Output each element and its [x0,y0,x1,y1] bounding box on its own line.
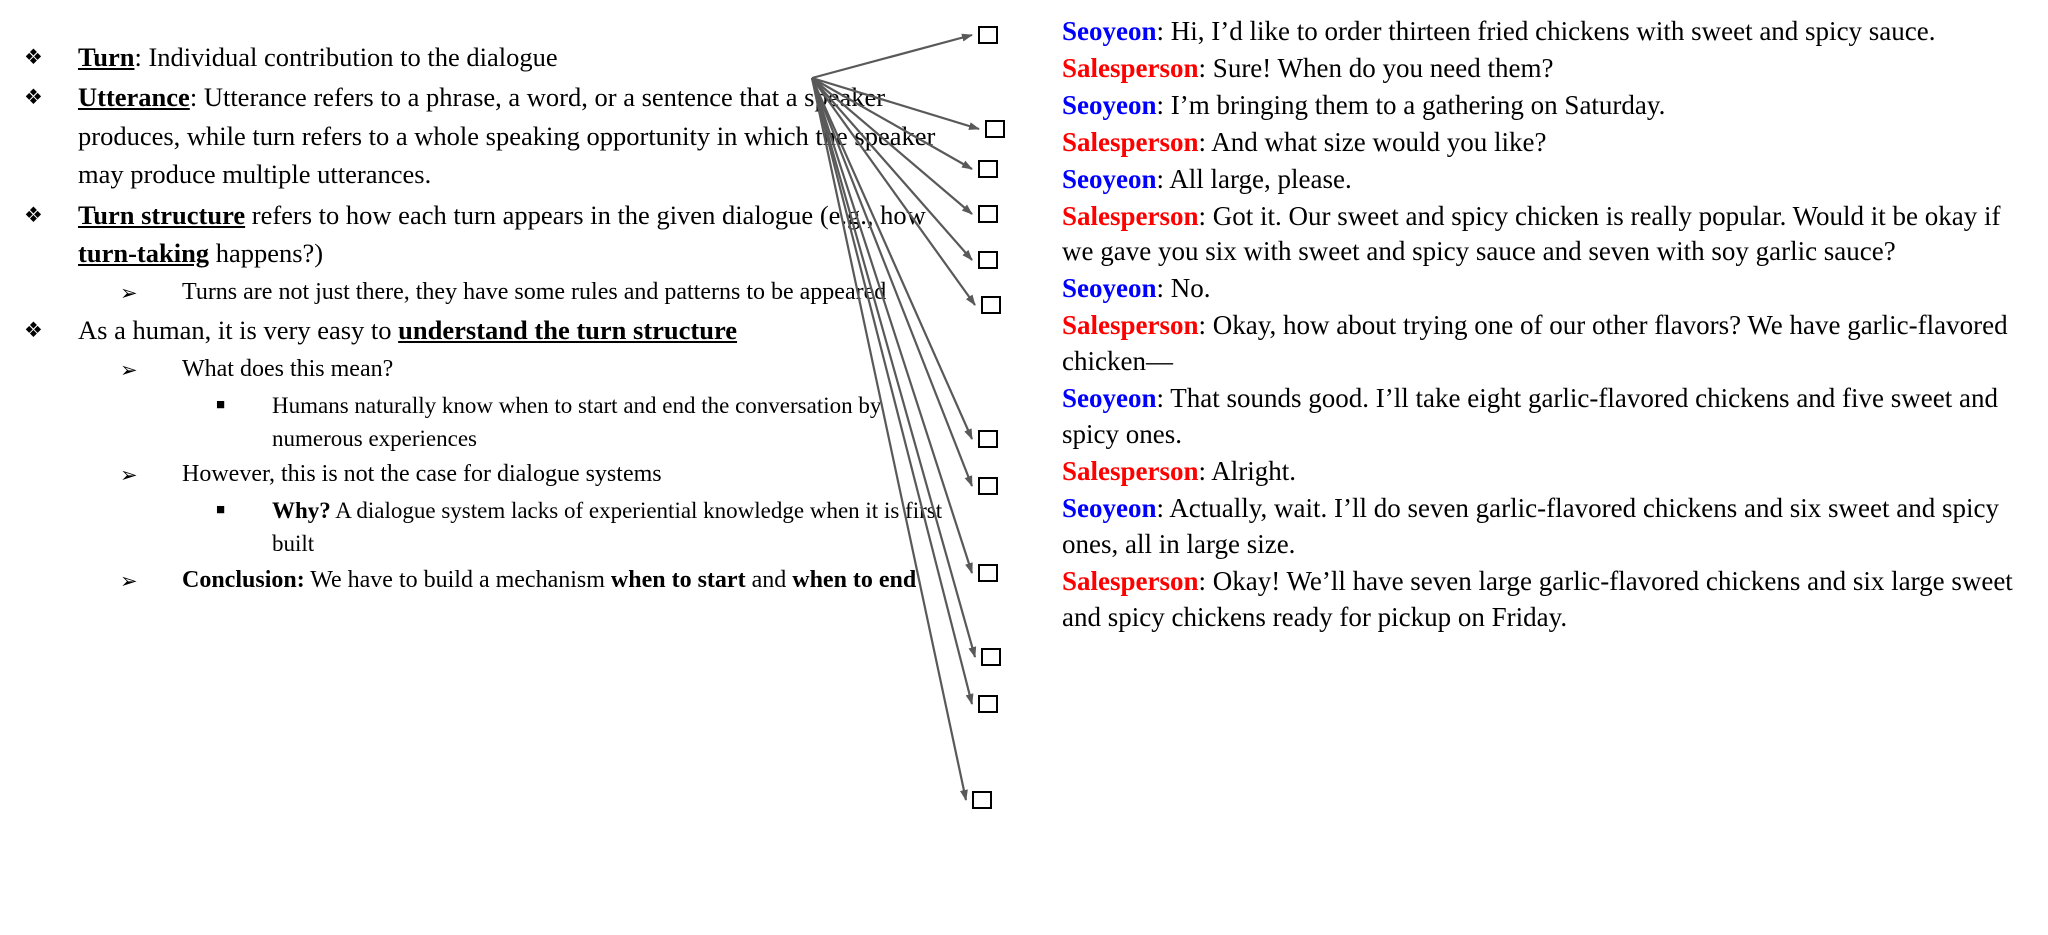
dialogue-utterance-text: Okay, how about trying one of our other flavors? We have garlic-flavored chicken— [1062,310,2008,377]
dialogue-utterance-text: Got it. Our sweet and spicy chicken is really popular. Would it be okay if we gave you six with sweet and spicy sauce and seven with soy garlic sauce? [1062,200,2001,267]
outline-item [24,275,954,310]
bullet-icon: ❖ [24,45,43,69]
dialogue-utterance-text: And what size would you like? [1211,126,1547,157]
dialogue-speaker-label: Salesperson [1062,200,1199,231]
bullet-icon: ■ [216,396,226,413]
dialogue-separator: : [1156,89,1171,120]
outline-item-text: Why? A dialogue system lacks of experiential knowledge when it is first built [272,498,943,557]
dialogue-speaker-label: Seoyeon [1062,492,1157,523]
dialogue-utterance-text: Sure! When do you need them? [1212,52,1554,83]
dialogue-turn [1062,381,2022,453]
dialogue-separator: : [1156,16,1171,46]
outline-item-text: As a human, it is very easy to understand the turn structure [78,315,738,346]
turn-boundary-marker [978,430,998,448]
dialogue-utterance-text: I’m bringing them to a gathering on Saturday. [1170,89,1666,120]
outline-item-text: What does this mean? [182,355,394,382]
outline-item [24,389,954,456]
dialogue-turn [1062,564,2022,636]
dialogue-separator: : [1156,492,1170,523]
outline-item [24,563,954,598]
dialogue-utterance-text: Alright. [1211,455,1297,486]
dialogue-separator: : [1198,455,1212,486]
turn-boundary-marker [978,477,998,495]
dialogue-separator: : [1198,565,1213,596]
dialogue-turn [1062,199,2022,271]
turn-boundary-marker [981,648,1001,666]
outline-item [24,311,954,349]
dialogue-speaker-label: Seoyeon [1062,89,1157,120]
dialogue-speaker-label: Salesperson [1062,310,1199,341]
bullet-icon: ➢ [120,357,138,382]
dialogue-separator: : [1156,273,1171,304]
dialogue-turn [1062,454,2022,490]
outline-item [24,494,954,561]
bullet-icon: ➢ [120,463,138,488]
dialogue-speaker-label: Salesperson [1062,52,1199,83]
dialogue-separator: : [1156,163,1170,194]
dialogue-speaker-label: Seoyeon [1062,383,1157,414]
dialogue-separator: : [1198,52,1213,83]
outline-item [24,352,954,387]
turn-boundary-marker [978,160,998,178]
dialogue-turn [1062,162,2022,198]
bullet-icon: ❖ [24,202,43,227]
dialogue-utterance-text: Hi, I’d like to order thirteen fried chickens with sweet and spicy sauce. [1170,16,1936,46]
dialogue-transcript [1062,14,2022,636]
dialogue-speaker-label: Seoyeon [1062,16,1157,46]
outline-item-text: Conclusion: We have to build a mechanism when to start and when to end [182,566,917,593]
turn-boundary-marker [972,791,992,809]
turn-boundary-marker [978,695,998,713]
bullet-icon: ❖ [24,85,43,110]
turn-boundary-marker [978,205,998,223]
outline-item-text: However, this is not the case for dialogue systems [182,461,662,488]
dialogue-utterance-text: No. [1170,273,1211,304]
dialogue-turn [1062,51,2022,87]
turn-boundary-marker [981,296,1001,314]
dialogue-turn [1062,308,2022,380]
dialogue-speaker-label: Salesperson [1062,565,1199,596]
turn-boundary-marker [978,564,998,582]
dialogue-speaker-label: Seoyeon [1062,273,1157,304]
dialogue-utterance-text: Actually, wait. I’ll do seven garlic-flavored chickens and six sweet and spicy ones, all in large size. [1062,492,1999,559]
outline-item-text: Humans naturally know when to start and end the conversation by numerous experiences [272,392,882,451]
dialogue-separator: : [1198,126,1212,157]
dialogue-turn [1062,125,2022,161]
dialogue-utterance-text: Okay! We’ll have seven large garlic-flavored chickens and six large sweet and spicy chickens ready for pickup on Friday. [1062,565,2013,632]
dialogue-speaker-label: Salesperson [1062,126,1199,157]
turn-boundary-marker [978,251,998,269]
bullet-icon: ➢ [120,280,138,305]
dialogue-utterance-text: That sounds good. I’ll take eight garlic-flavored chickens and five sweet and spicy ones. [1062,383,1998,449]
turn-boundary-marker [985,120,1005,138]
dialogue-separator: : [1198,310,1213,341]
outline-item [24,78,954,193]
dialogue-turn [1062,271,2022,307]
bullet-icon: ❖ [24,318,43,343]
outline-item [24,457,954,492]
dialogue-turn [1062,491,2022,563]
outline-list [24,38,954,600]
dialogue-separator: : [1198,200,1213,231]
dialogue-separator: : [1156,383,1171,414]
outline-item [24,38,954,76]
outline-item-text: Utterance: Utterance refers to a phrase, a word, or a sentence that a speaker produces, while turn refers to a whole speaking opportunity in which the speaker may produce multiple utterances. [78,82,936,190]
dialogue-turn [1062,88,2022,124]
dialogue-turn [1062,14,2022,50]
dialogue-speaker-label: Seoyeon [1062,163,1157,194]
outline-item [24,196,954,273]
outline-item-text: Turns are not just there, they have some rules and patterns to be appeared [182,278,887,305]
outline-item-text: Turn: Individual contribution to the dialogue [78,42,558,72]
turn-boundary-marker [978,26,998,44]
bullet-icon: ➢ [120,568,138,593]
outline-item-text: Turn structure refers to how each turn appears in the given dialogue (e.g., how turn-taking happens?) [78,199,926,269]
bullet-icon: ■ [216,502,226,519]
dialogue-utterance-text: All large, please. [1169,163,1352,194]
dialogue-speaker-label: Salesperson [1062,455,1199,486]
